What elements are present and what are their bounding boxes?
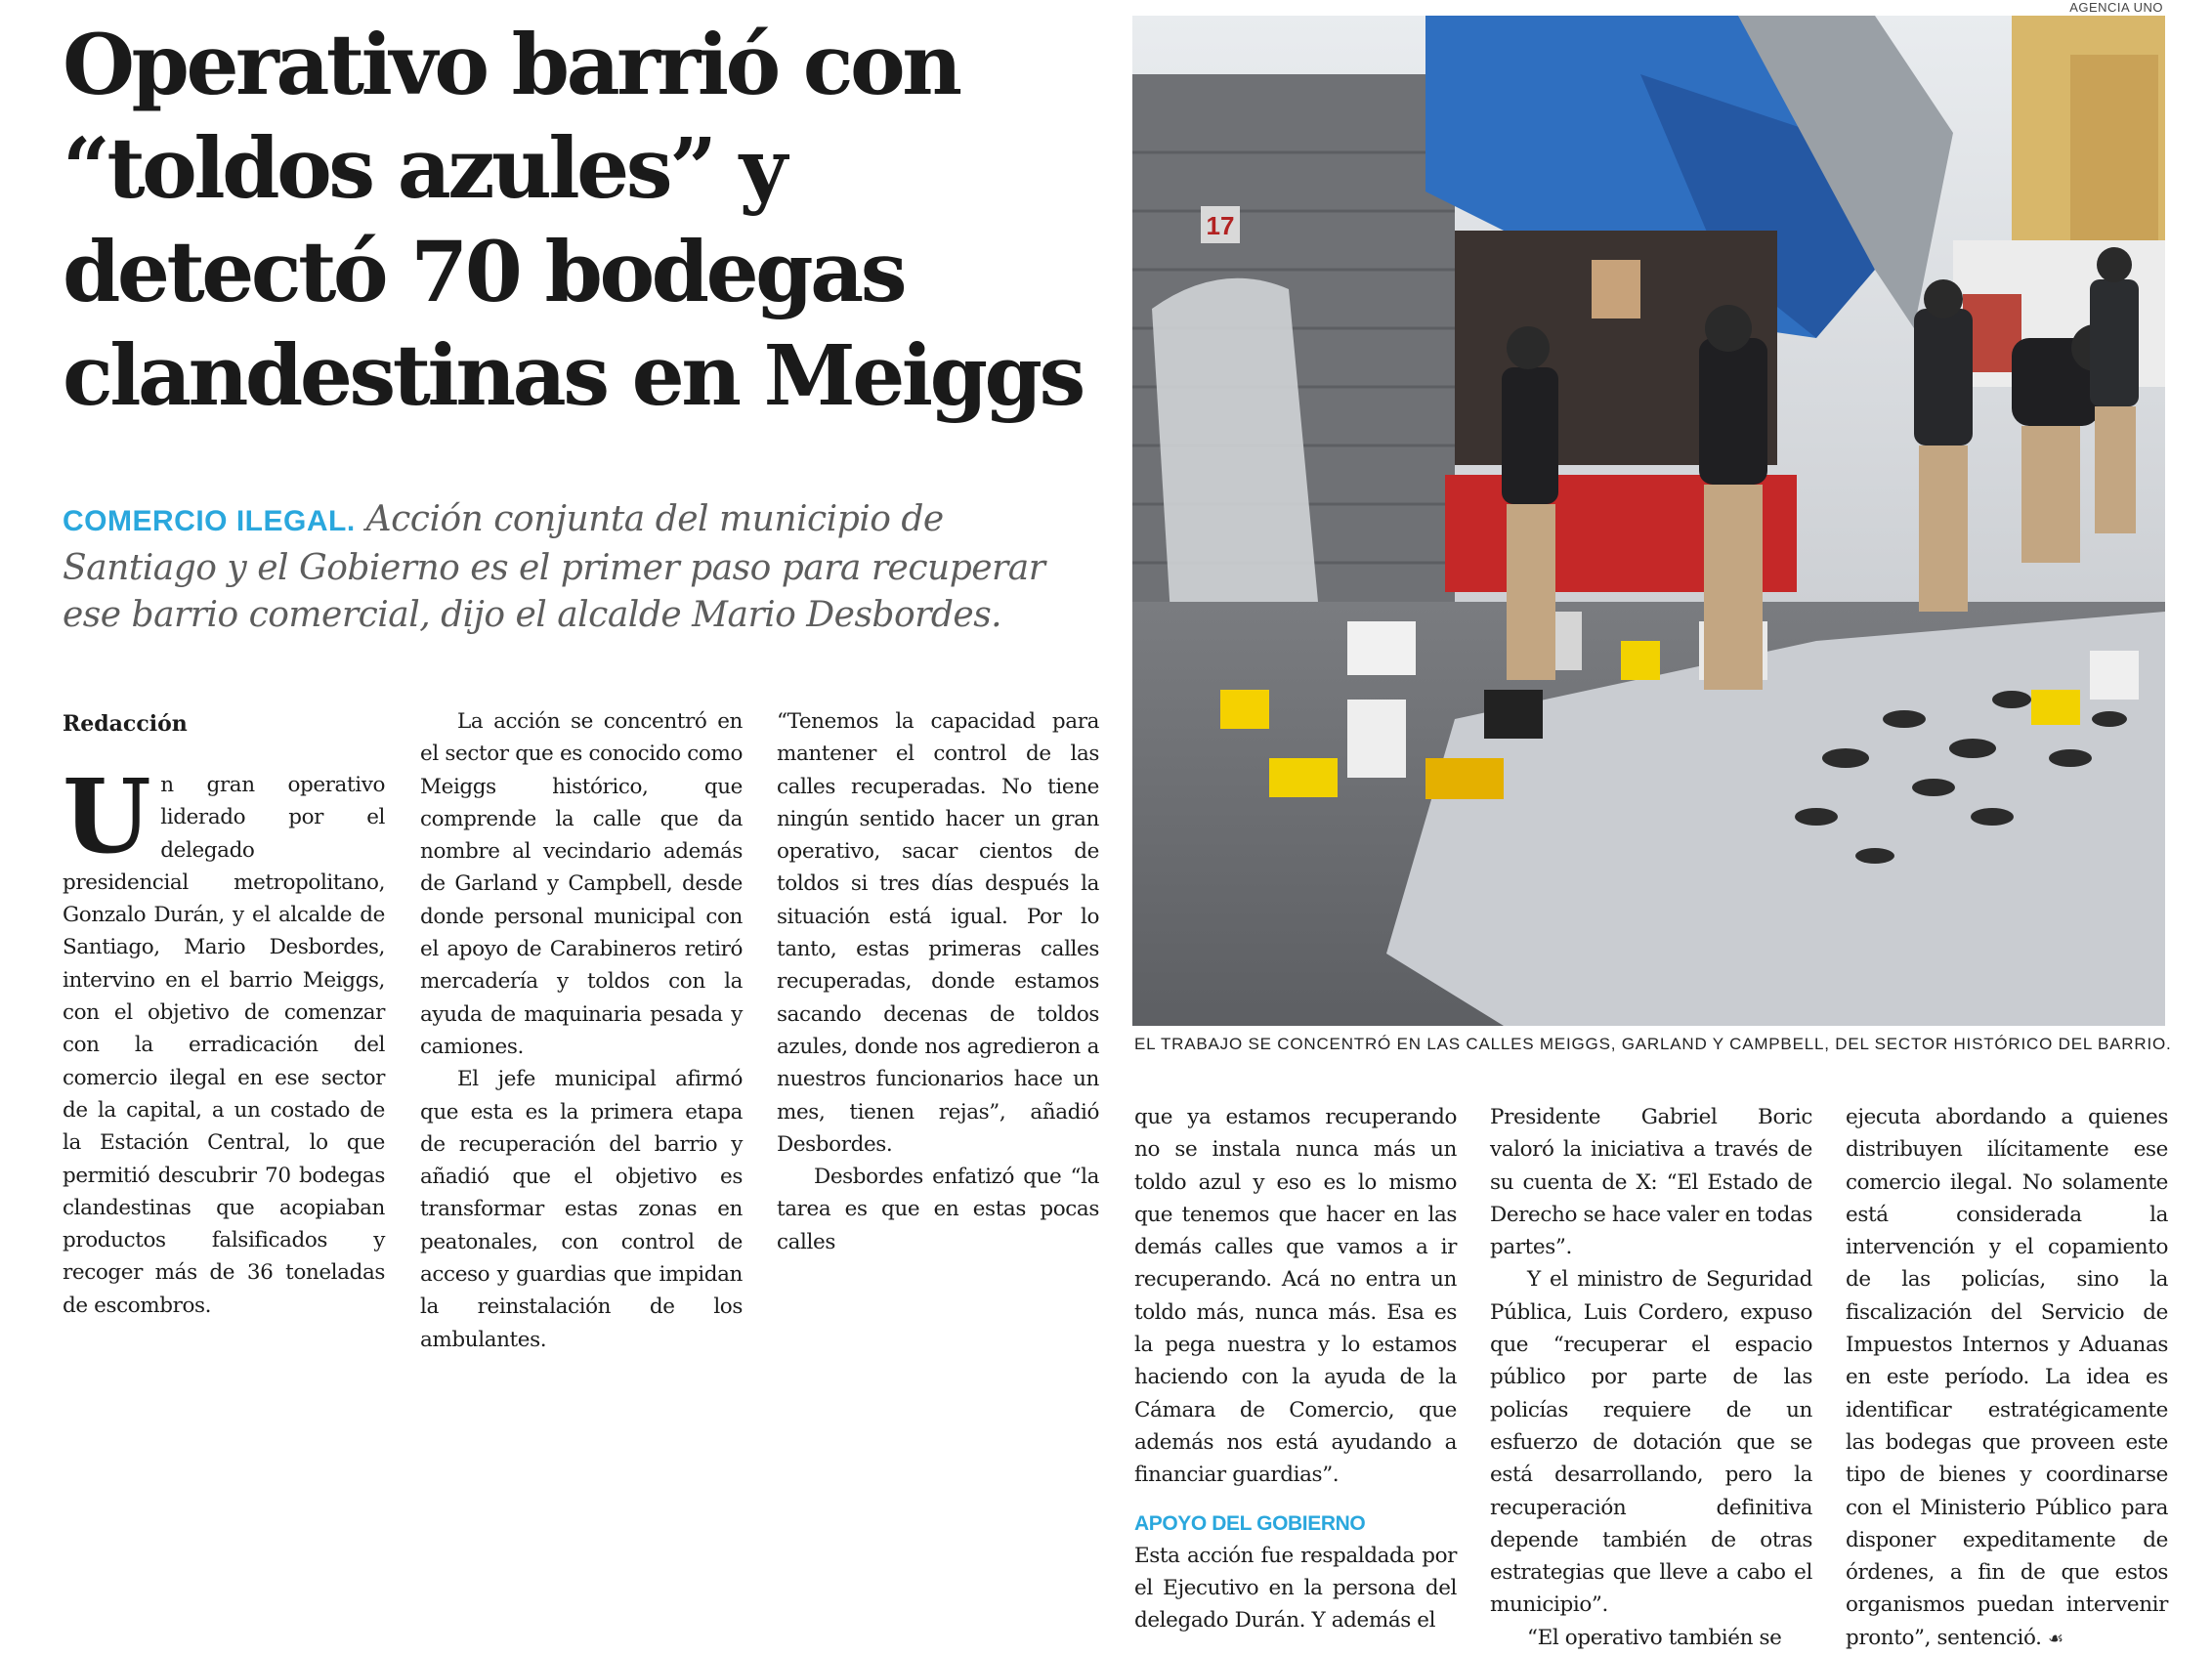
- section-subhead: APOYO DEL GOBIERNO: [1134, 1511, 1366, 1535]
- article-column-4: [1134, 1101, 1457, 1636]
- article-column-3: [777, 705, 1099, 1258]
- paragraph: que ya estamos recuperando no se instala nunca más un toldo azul y eso es lo mismo que tenemos que hacer en las demás calles que vamos a ir recuperando. Acá no entra un toldo más, nunca más. Esa es la pega nuestra y lo estamos haciendo con la ayuda de la Cámara de Comercio, que además nos está ayudando a financiar guardias”.: [1134, 1105, 1457, 1488]
- paragraph: Esta acción fue respaldada por el Ejecutivo en la persona del delegado Durán. Y además el: [1134, 1543, 1457, 1634]
- paragraph: Presidente Gabriel Boric valoró la iniciativa a través de su cuenta de X: “El Estado de Derecho se hace valer en todas partes”.: [1490, 1105, 1812, 1260]
- paragraph-text: n gran operativo liderado por el delegado presidencial metropolitano, Gonzalo Durán, y el alcalde de Santiago, Mario Desbordes, intervino en el barrio Meiggs, con el objetivo de comenzar con la erradicación del comercio ilegal en ese sector de la capital, a un costado de la Estación Central, lo que permitió descubrir 70 bodegas clandestinas que acopiaban productos falsificados y recoger más de 36 toneladas de escombros.: [63, 773, 385, 1318]
- paragraph: “Tenemos la capacidad para mantener el control de las calles recuperadas. No tiene ningún sentido hacer un gran operativo, sacar cientos de toldos si tres días después la situación está igual. Por lo tanto, estas primeras calles recuperadas, donde estamos sacando decenas de toldos azules, donde nos agredieron a nuestros funcionarios hace un mes, tienen rejas”, añadió Desbordes.: [777, 709, 1099, 1157]
- headline-line: clandestinas en Meiggs: [63, 327, 1083, 425]
- drop-cap: U: [63, 756, 151, 876]
- paragraph: La acción se concentró en el sector que es conocido como Meiggs histórico, que comprende la calle que da nombre al vecindario además de Garland y Campbell, desde donde personal municipal con el apoyo de Carabineros retiró mercadería y toldos con la ayuda de maquinaria pesada y camiones.: [420, 709, 743, 1059]
- paragraph: Y el ministro de Seguridad Pública, Luis Cordero, expuso que “recuperar el espacio público por parte de las policías requiere de un esfuerzo de dotación que se está desarrollando, pero la recuperación definitiva depende también de otras estrategias que lleve a cabo el municipio”.: [1490, 1267, 1812, 1618]
- headline-line: Operativo barrió con: [63, 17, 959, 114]
- byline: Redacción: [63, 711, 188, 737]
- photo-caption: EL TRABAJO SE CONCENTRÓ EN LAS CALLES MEIGGS, GARLAND Y CAMPBELL, DEL SECTOR HISTÓRICO DEL BARRIO.: [1134, 1035, 2172, 1053]
- news-photo: [1132, 16, 2165, 1026]
- paragraph: [1846, 1101, 2168, 1655]
- end-of-article-mark: ☙: [2048, 1628, 2063, 1649]
- paragraph: El jefe municipal afirmó que esta es la primera etapa de recuperación del barrio y añadió que el objetivo es transformar estas zonas en peatonales, con control de acceso y guardias que impidan la reinstalación de los ambulantes.: [420, 1067, 743, 1352]
- kicker: COMERCIO ILEGAL.: [63, 505, 356, 537]
- article-column-2: [420, 705, 743, 1356]
- headline-line: detectó 70 bodegas: [63, 224, 905, 321]
- headline: [63, 14, 1098, 428]
- deck: [63, 496, 1098, 639]
- photo-credit: AGENCIA UNO: [2069, 0, 2163, 15]
- headline-line: “toldos azules” y: [63, 120, 785, 218]
- paragraph: [63, 756, 385, 1322]
- article-column-1: [63, 756, 385, 1322]
- market-scene-illustration: [1132, 16, 2165, 1026]
- paragraph: Desbordes enfatizó que “la tarea es que en estas pocas calles: [777, 1165, 1099, 1254]
- article-column-6: [1846, 1101, 2168, 1655]
- article-column-5: [1490, 1101, 1812, 1654]
- deck-text: Acción conjunta del municipio de Santiago y el Gobierno es el primer paso para recuperar ese barrio comercial, dijo el alcalde Mario Desbordes.: [63, 499, 1045, 635]
- paragraph: “El operativo también se: [1527, 1625, 1782, 1650]
- storefront-number: 17: [1206, 211, 1235, 240]
- paragraph-text: ejecuta abordando a quienes distribuyen ilícitamente ese comercio ilegal. No solamente está considerada la intervención y el copamiento de las policías, sino la fiscalización del Servicio de Impuestos Internos y Aduanas en este período. La idea es identificar estratégicamente las bodegas que proveen este tipo de bienes y coordinarse con el Ministerio Público para disponer expeditamente de órdenes, a fin de que estos organismos puedan intervenir pronto”, sentenció.: [1846, 1105, 2168, 1650]
